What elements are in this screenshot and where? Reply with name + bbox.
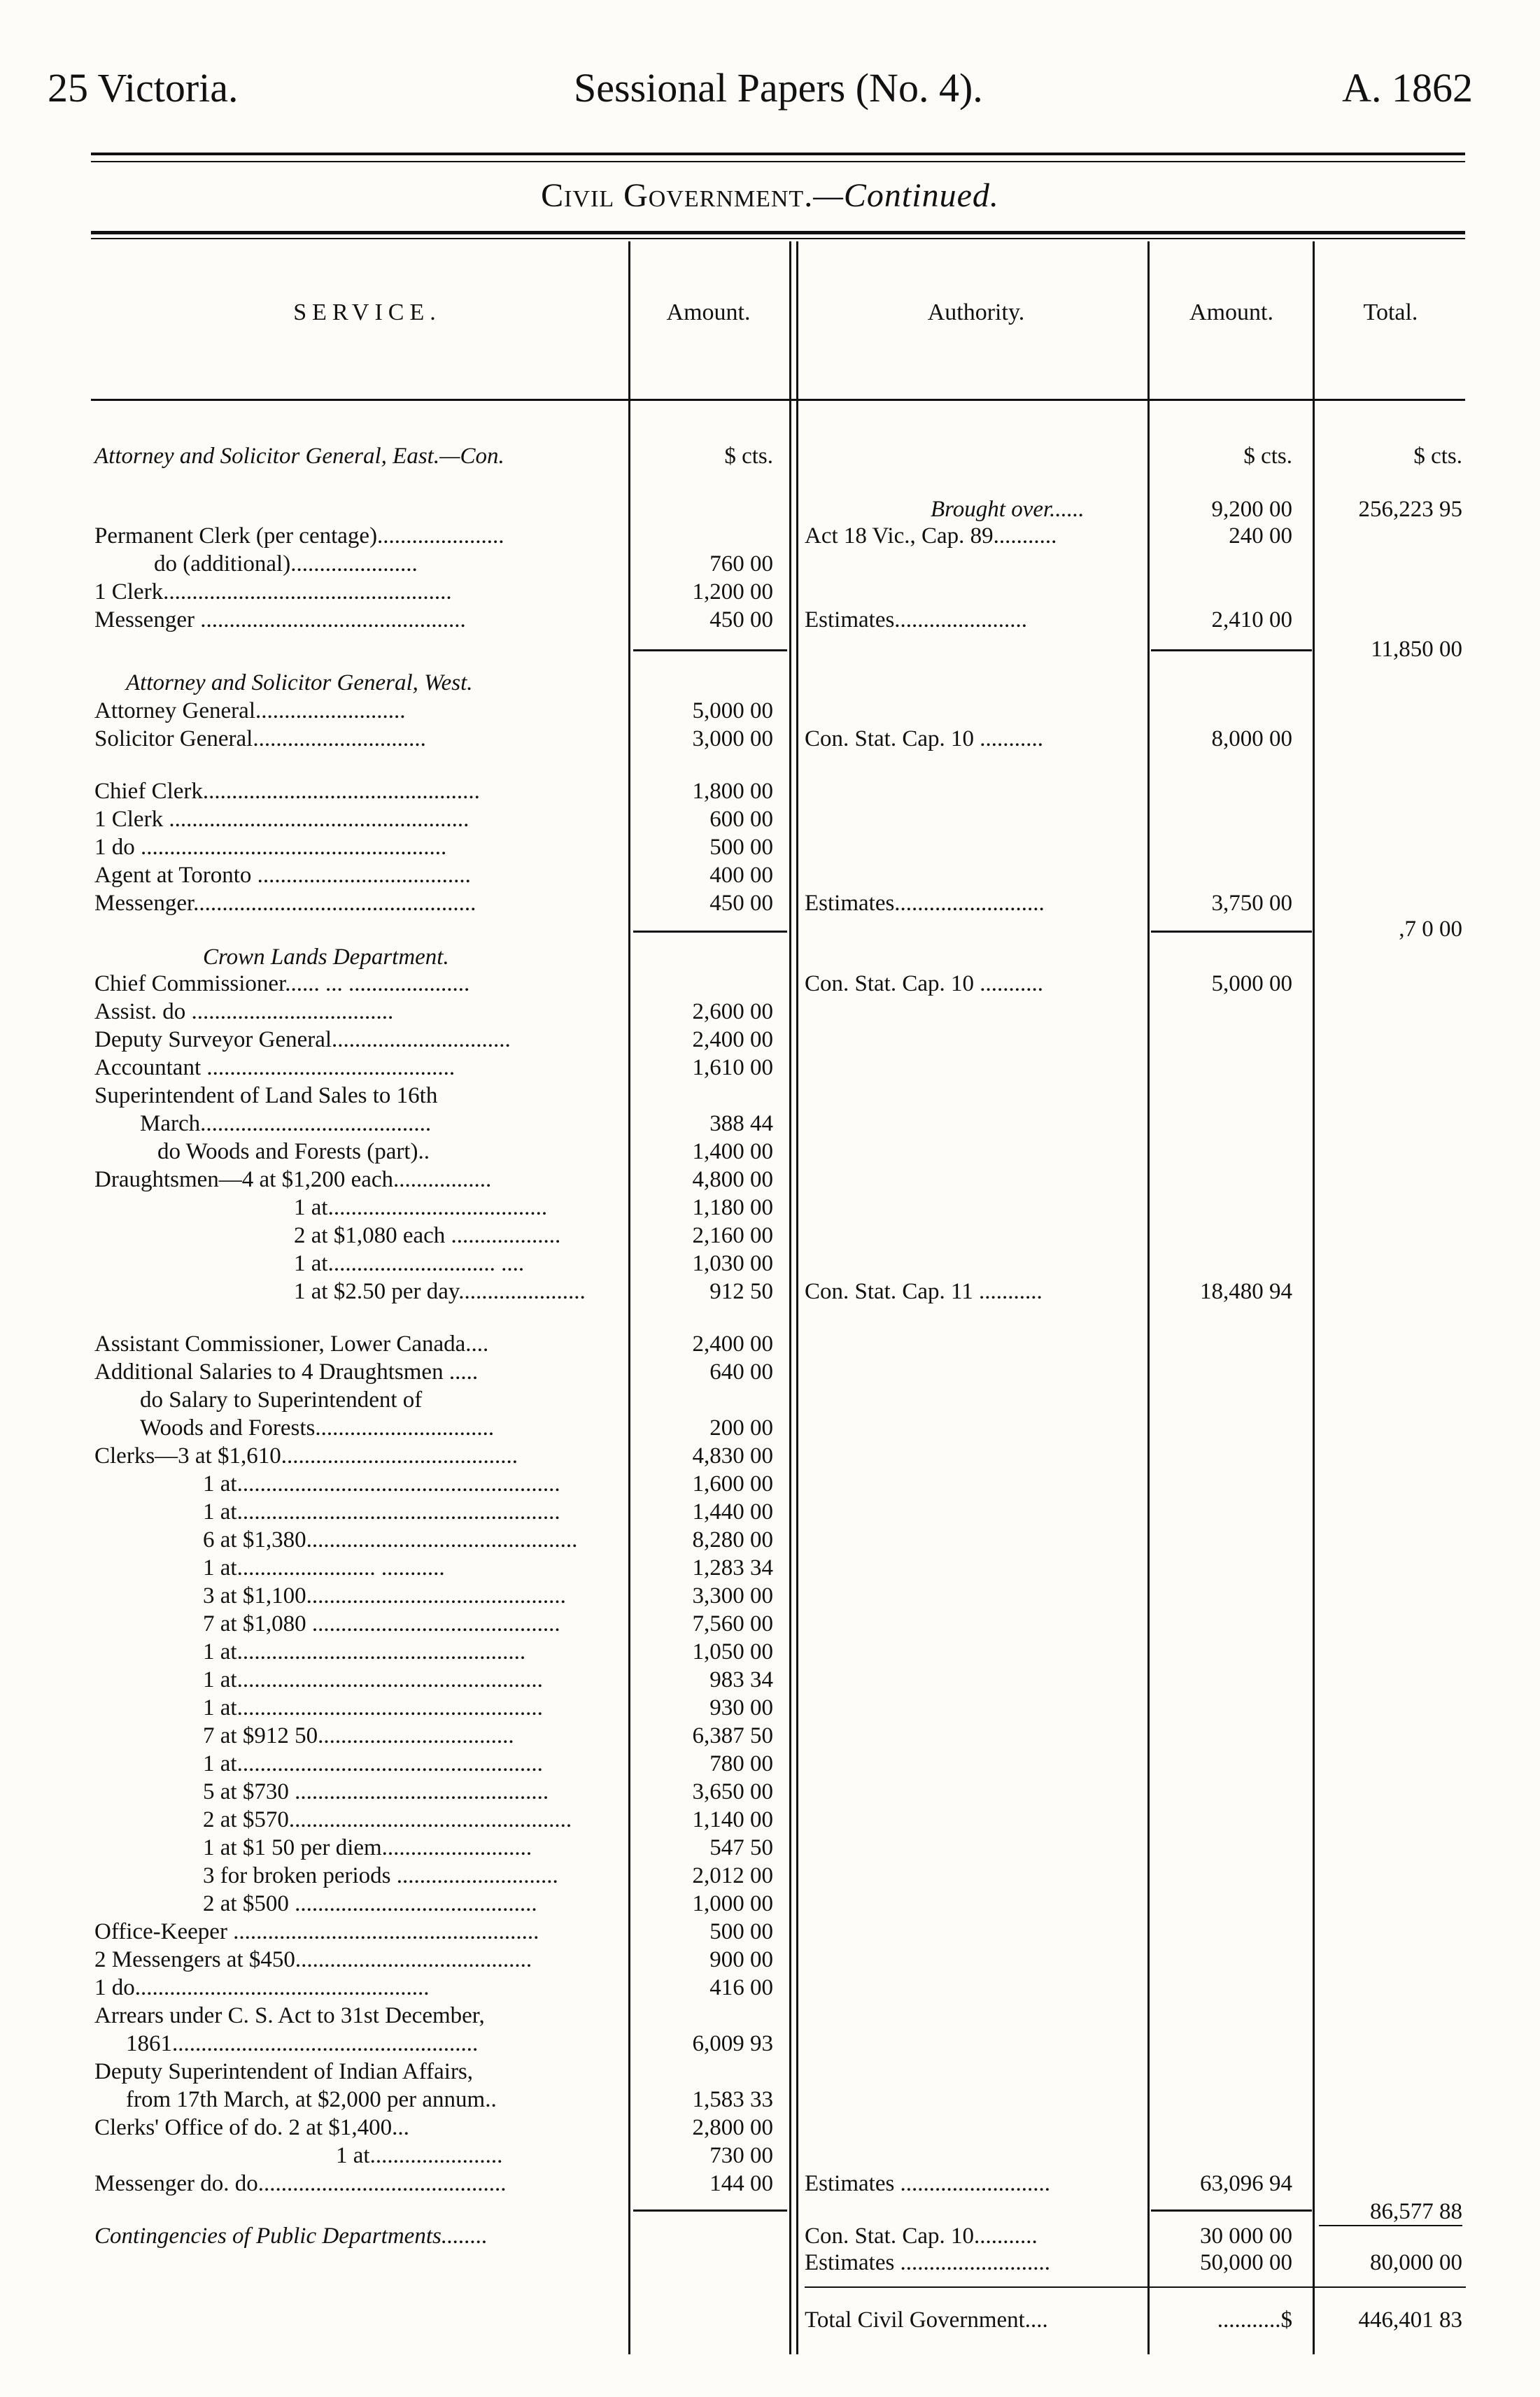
service-row: 1 at $1 50 per diem.......................... [203, 1835, 532, 1860]
service-amount: 900 00 [709, 1947, 773, 1972]
total-amount: 256,223 95 [1358, 497, 1462, 522]
col-head-rule [91, 399, 1465, 401]
service-amount: 450 00 [709, 891, 773, 916]
vrule-2a [789, 241, 791, 2354]
authority-amount: 8,000 00 [1211, 726, 1292, 751]
section-head-attorney-east: Attorney and Solicitor General, East.—Con. [94, 444, 504, 469]
subtotal-rule [633, 931, 787, 933]
authority-row: Estimates .......................... [805, 2171, 1051, 2196]
service-amount: 2,160 00 [692, 1223, 773, 1248]
service-amount: 760 00 [709, 551, 773, 577]
table-rule-top-thin [91, 238, 1465, 239]
col-head-amount2: Amount. [1189, 299, 1273, 325]
authority-row: Con. Stat. Cap. 10........... [805, 2223, 1038, 2249]
table-rule-top [91, 231, 1465, 234]
service-row: Assistant Commissioner, Lower Canada.... [94, 1331, 489, 1357]
service-amount: 730 00 [709, 2143, 773, 2168]
service-amount: 3,650 00 [692, 1779, 773, 1804]
service-row: Deputy Superintendent of Indian Affairs, [94, 2059, 474, 2084]
service-row: Deputy Surveyor General............................... [94, 1027, 511, 1052]
section-head-contingencies: Contingencies of Public Departments........ [94, 2223, 488, 2249]
service-row: Solicitor General.............................. [94, 726, 426, 751]
col-head-amount1: Amount. [666, 299, 751, 325]
service-row: 7 at $1,080 ........................................... [203, 1611, 560, 1636]
service-amount: 7,560 00 [692, 1611, 773, 1636]
authority-row: Act 18 Vic., Cap. 89........... [805, 523, 1057, 549]
service-amount: 200 00 [709, 1415, 773, 1441]
service-amount: 1,400 00 [692, 1139, 773, 1164]
service-row: Assist. do ................................... [94, 999, 394, 1024]
vrule-4 [1313, 241, 1315, 2354]
service-row: 1 at.................................................. [203, 1639, 526, 1664]
authority-row: Con. Stat. Cap. 10 ........... [805, 971, 1044, 996]
service-row: 1 do ..................................................... [94, 835, 447, 860]
authority-amount: 30 000 00 [1200, 2223, 1292, 2249]
service-row: 1 at..................................................... [203, 1751, 543, 1776]
service-row: Superintendent of Land Sales to 16th [94, 1083, 438, 1108]
service-amount: 2,400 00 [692, 1027, 773, 1052]
total-amount: 80,000 00 [1370, 2250, 1462, 2275]
service-amount: 1,800 00 [692, 779, 773, 804]
page-header-center: Sessional Papers (No. 4). [574, 65, 983, 111]
service-amount: 600 00 [709, 807, 773, 832]
service-row: 1 at........................................................ [203, 1499, 560, 1525]
authority-row: Con. Stat. Cap. 10 ........... [805, 726, 1044, 751]
service-amount: 912 50 [709, 1279, 773, 1304]
subtotal-rule [1151, 649, 1312, 651]
service-row: 5 at $730 ............................................ [203, 1779, 549, 1804]
service-amount: 1,180 00 [692, 1195, 773, 1220]
authority-amount: 5,000 00 [1211, 971, 1292, 996]
service-amount: 500 00 [709, 1919, 773, 1944]
vrule-1 [628, 241, 630, 2354]
service-row: Messenger................................................. [94, 891, 476, 916]
service-amount: 2,800 00 [692, 2115, 773, 2140]
service-row: 3 at $1,100............................................. [203, 1583, 566, 1608]
service-amount: 1,583 33 [692, 2087, 773, 2112]
service-row: do (additional)...................... [154, 551, 418, 577]
service-row: 1861..................................................... [126, 2031, 479, 2056]
service-amount: 416 00 [709, 1975, 773, 2000]
total-amount: ,7 0 00 [1399, 917, 1462, 942]
authority-amount: 3,750 00 [1211, 891, 1292, 916]
page-header-left: 25 Victoria. [48, 65, 239, 111]
section-title [0, 176, 1540, 215]
col-head-authority: Authority. [927, 299, 1025, 325]
service-row: from 17th March, at $2,000 per annum.. [126, 2087, 497, 2112]
service-amount: 400 00 [709, 863, 773, 888]
service-amount: 1,440 00 [692, 1499, 773, 1525]
grand-total-amount: 446,401 83 [1358, 2307, 1462, 2333]
service-row: 2 at $500 .......................................... [203, 1891, 537, 1916]
authority-amount: 18,480 94 [1200, 1279, 1292, 1304]
total-amount: 11,850 00 [1371, 637, 1462, 662]
service-row: 1 at....................... [336, 2143, 503, 2168]
service-amount: 1,200 00 [692, 579, 773, 604]
service-amount: 2,400 00 [692, 1331, 773, 1357]
grand-total-label: Total Civil Government.... [805, 2307, 1048, 2333]
authority-amount: 240 00 [1229, 523, 1292, 549]
service-amount: 780 00 [709, 1751, 773, 1776]
service-row: Office-Keeper ..................................................... [94, 1919, 539, 1944]
service-row: Arrears under C. S. Act to 31st December, [94, 2003, 485, 2028]
service-amount: 1,000 00 [692, 1891, 773, 1916]
subtotal-rule [633, 649, 787, 651]
service-row: Draughtsmen—4 at $1,200 each................. [94, 1167, 492, 1192]
service-amount: 6,387 50 [692, 1723, 773, 1748]
service-amount: 1,030 00 [692, 1251, 773, 1276]
page-header-right: A. 1862 [1342, 65, 1473, 111]
currency-a2: $ cts. [1243, 444, 1292, 469]
service-row: 1 Clerk.................................................. [94, 579, 452, 604]
service-amount: 1,600 00 [692, 1471, 773, 1497]
total-rule [1319, 2225, 1462, 2226]
vrule-2b [796, 241, 798, 2354]
service-amount: 5,000 00 [692, 698, 773, 723]
header-rule-bottom [91, 161, 1465, 162]
header-rule-top [91, 153, 1465, 155]
service-amount: 144 00 [709, 2171, 773, 2196]
service-amount: 3,300 00 [692, 1583, 773, 1608]
service-row: 2 at $1,080 each ................... [294, 1223, 561, 1248]
subtotal-rule [633, 2209, 787, 2212]
service-row: Woods and Forests............................... [140, 1415, 495, 1441]
service-row: Messenger .............................................. [94, 607, 466, 632]
service-amount: 1,610 00 [692, 1055, 773, 1080]
service-row: Accountant ........................................... [94, 1055, 455, 1080]
currency-a1: $ cts. [724, 444, 773, 469]
subtotal-rule [1151, 2209, 1312, 2212]
service-amount: 8,280 00 [692, 1527, 773, 1553]
service-row: Additional Salaries to 4 Draughtsmen ..... [94, 1359, 479, 1385]
service-row: 2 at $570................................................. [203, 1807, 572, 1832]
authority-row: Brought over...... [931, 497, 1085, 522]
service-amount: 450 00 [709, 607, 773, 632]
authority-amount: 63,096 94 [1200, 2171, 1292, 2196]
col-head-service: SERVICE. [293, 299, 441, 325]
service-row: 2 Messengers at $450......................................... [94, 1947, 532, 1972]
service-row: 6 at $1,380............................................... [203, 1527, 578, 1553]
service-row: Chief Commissioner...... ... ..................... [94, 971, 470, 996]
service-amount: 4,800 00 [692, 1167, 773, 1192]
service-amount: 1,050 00 [692, 1639, 773, 1664]
section-title-main: Civil Government. [541, 177, 814, 214]
col-head-total: Total. [1363, 299, 1418, 325]
service-amount: 983 34 [709, 1667, 773, 1692]
grand-total-rule [805, 2286, 1466, 2288]
service-row: do Salary to Superintendent of [140, 1387, 423, 1413]
authority-amount: 50,000 00 [1200, 2250, 1292, 2275]
authority-row: Estimates....................... [805, 607, 1028, 632]
service-row: Clerks—3 at $1,610......................................... [94, 1443, 518, 1469]
section-head-crown-lands: Crown Lands Department. [203, 945, 449, 970]
service-row: 1 at..................................................... [203, 1695, 543, 1720]
service-amount: 1,283 34 [692, 1555, 773, 1581]
service-row: 3 for broken periods ............................ [203, 1863, 558, 1888]
service-row: Agent at Toronto ..................................... [94, 863, 471, 888]
service-amount: 547 50 [709, 1835, 773, 1860]
service-amount: 640 00 [709, 1359, 773, 1385]
service-row: Chief Clerk................................................ [94, 779, 480, 804]
subtotal-rule [1151, 931, 1312, 933]
service-amount: 2,600 00 [692, 999, 773, 1024]
service-row: March........................................ [140, 1111, 432, 1136]
service-amount: 2,012 00 [692, 1863, 773, 1888]
section-title-continued: —Continued. [813, 177, 999, 214]
service-row: 1 at..................................................... [203, 1667, 543, 1692]
grand-total-dots: ...........$ [1217, 2307, 1292, 2333]
service-row: 1 at........................................................ [203, 1471, 560, 1497]
service-row: 1 at........................ ........... [203, 1555, 445, 1581]
authority-row: Estimates .......................... [805, 2250, 1051, 2275]
service-amount: 500 00 [709, 835, 773, 860]
service-row: Clerks' Office of do. 2 at $1,400... [94, 2115, 409, 2140]
authority-row: Estimates.......................... [805, 891, 1045, 916]
service-row: Attorney General.......................... [94, 698, 406, 723]
authority-amount: 2,410 00 [1211, 607, 1292, 632]
service-row: Permanent Clerk (per centage)...................... [94, 523, 504, 549]
total-amount: 86,577 88 [1370, 2199, 1462, 2224]
service-row: Messenger do. do........................................... [94, 2171, 507, 2196]
service-amount: 6,009 93 [692, 2031, 773, 2056]
service-row: 1 at...................................... [294, 1195, 548, 1220]
service-amount: 930 00 [709, 1695, 773, 1720]
service-row: 1 at............................. .... [294, 1251, 525, 1276]
service-row: do Woods and Forests (part).. [157, 1139, 430, 1164]
currency-a3: $ cts. [1413, 444, 1462, 469]
service-row: 1 do................................................... [94, 1975, 430, 2000]
service-row: 1 at $2.50 per day...................... [294, 1279, 586, 1304]
authority-amount: 9,200 00 [1211, 497, 1292, 522]
service-row: 7 at $912 50.................................. [203, 1723, 514, 1748]
service-amount: 388 44 [709, 1111, 773, 1136]
authority-row: Con. Stat. Cap. 11 ........... [805, 1279, 1043, 1304]
section-head-attorney-west: Attorney and Solicitor General, West. [126, 670, 473, 695]
service-amount: 4,830 00 [692, 1443, 773, 1469]
service-amount: 3,000 00 [692, 726, 773, 751]
service-row: 1 Clerk .................................................... [94, 807, 469, 832]
service-amount: 1,140 00 [692, 1807, 773, 1832]
